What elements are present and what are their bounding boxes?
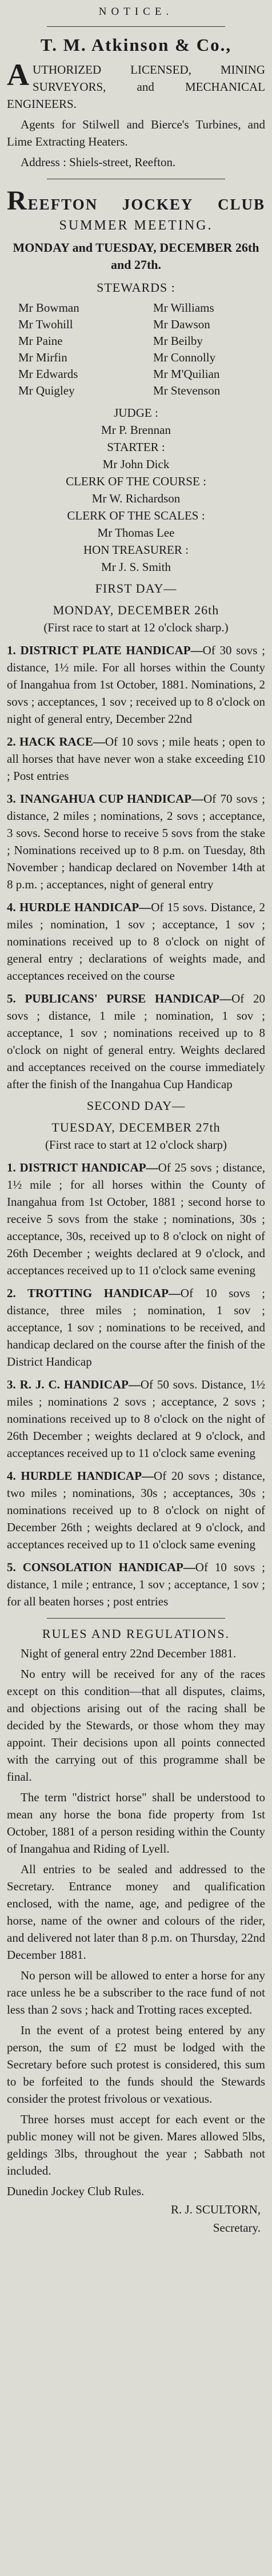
- race-title: 3. INANGAHUA CUP HANDICAP—: [7, 792, 204, 806]
- treasurer-heading: HON TREASURER :: [83, 543, 189, 557]
- drop-cap: R: [7, 186, 28, 216]
- divider: [47, 1618, 225, 1619]
- race-entry: [7, 1559, 265, 1610]
- club-word-jockey: JOCKEY: [122, 196, 194, 213]
- race-title: 1. DISTRICT HANDICAP—: [7, 1161, 158, 1174]
- starter-name: Mr John Dick: [102, 457, 170, 471]
- steward-name: Mr Mirfin: [18, 351, 67, 364]
- judge-heading: JUDGE :: [114, 406, 158, 420]
- race-entry: [7, 899, 265, 984]
- rules-paragraph: All entries to be sealed and addressed to the Secretary. Entrance money and qualification enclosed, with the name, age, and pedigree of the horse, name of the owner and colours of the rider, and delivered not later than 8 p.m. on Thursday, 22nd December 1881.: [7, 1862, 265, 1962]
- judge-name: Mr P. Brennan: [101, 423, 171, 437]
- rules-paragraph: Night of general entry 22nd December 1881.: [21, 1647, 237, 1660]
- race-title: 2. TROTTING HANDICAP—: [7, 1286, 181, 1300]
- first-day-heading: FIRST DAY—: [95, 581, 177, 595]
- race-conditions: Of 20 sovs ; distance, two miles ; nominations, 30s ; acceptances, 30s ; nominations received up to 8 o'clock on night of December 26th ; weights declared at 9 o'clock, and acceptances received up to 11 o'clock same evening: [7, 1469, 265, 1551]
- race-entry: [7, 790, 265, 893]
- race-conditions: Of 10 sovs ; mile heats ; open to all horses that have never won a stake exceeding £10 ; Post entries: [7, 735, 265, 783]
- race-entry: [7, 1159, 265, 1279]
- race-conditions: Of 20 sovs ; distance, 1 mile ; nomination, 1 sov ; acceptance, 1 sov ; nominations received up to 8 o'clock on night of general entry. Weights declared and acceptances received on the course immediately after the finish of the Inangahua Cup Handicap: [7, 992, 265, 1091]
- clerk-course-name: Mr W. Richardson: [91, 492, 181, 505]
- steward-name: Mr Paine: [18, 334, 63, 348]
- rules-authority: Dunedin Jockey Club Rules.: [7, 2184, 145, 2198]
- notice-heading: NOTICE.: [98, 6, 174, 18]
- atkinson-advert: [7, 35, 265, 171]
- divider: [47, 26, 225, 27]
- rules-paragraph: No person will be allowed to enter a horse for any race unless he be a subscriber to the race fund of not less than 2 sovs ; hack and Trotting races excepted.: [7, 1969, 265, 2016]
- race-entry: [7, 1467, 265, 1553]
- atkinson-services-text: UTHORIZED LICENSED, MINING SURVEYORS, and MECHANICAL ENGINEERS.: [7, 63, 265, 111]
- steward-name: Mr Edwards: [18, 367, 78, 381]
- meeting-dates: MONDAY and TUESDAY, DECEMBER 26th and 27th.: [13, 240, 259, 272]
- drop-cap: A: [7, 58, 29, 92]
- second-day-start: (First race to start at 12 o'clock sharp): [45, 1138, 227, 1152]
- race-conditions: Of 70 sovs ; distance, 2 miles ; nominations, 2 sovs ; acceptance, 3 sovs. Second horse to receive 5 sovs from the stake ; Nominations received up to 8 p.m. on Tuesday, 8th November ; handicap declared on November 14th at 8 p.m. ; acceptances, night of general entry: [7, 792, 265, 891]
- race-title: 3. R. J. C. HANDICAP—: [7, 1378, 141, 1391]
- race-conditions: Of 10 sovs ; distance, three miles ; nomination, 1 sov ; acceptance, 1 sov ; nominations to be received, and handicap declared on the course after the finish of the District Handicap: [7, 1286, 265, 1368]
- race-title: 1. DISTRICT PLATE HANDICAP—: [7, 643, 203, 657]
- steward-name: Mr Connolly: [153, 351, 216, 364]
- steward-name: Mr Quigley: [18, 384, 75, 397]
- starter-heading: STARTER :: [107, 440, 165, 454]
- stewards-list: [7, 300, 265, 399]
- race-title: 2. HACK RACE—: [7, 735, 105, 748]
- race-title: 5. PUBLICANS' PURSE HANDICAP—: [7, 992, 232, 1005]
- rules-heading: RULES AND REGULATIONS.: [42, 1627, 230, 1641]
- race-title: 5. CONSOLATION HANDICAP—: [7, 1560, 195, 1574]
- race-conditions: Of 25 sovs ; distance, 1½ mile ; for all horses within the County of Inangahua from 1st October, 1881 ; second horse to receive 5 sovs from the stake ; nominations, 30s ; acceptance, 30s, received up to 8 o'clock on night of 26th December ; weights declared at 9 o'clock, and acceptances received up to 11 o'clock same evening: [7, 1161, 265, 1277]
- steward-name: Mr Stevenson: [153, 384, 221, 397]
- steward-name: Mr Dawson: [153, 317, 210, 331]
- race-entry: [7, 642, 265, 727]
- rules-paragraph: Three horses must accept for each event or the public money will not be given. Mares allowed 5lbs, geldings 3lbs, throughout the year ; Sabbath not included.: [7, 2112, 265, 2177]
- steward-name: Mr M'Quilian: [153, 367, 220, 381]
- clerk-scales-heading: CLERK OF THE SCALES :: [67, 509, 205, 522]
- rules-paragraph: The term "district horse" shall be understood to mean any horse the bona fide property from 1st October, 1881 of a person residing within the County of Inangahua and Riding of Lyell.: [7, 1790, 265, 1855]
- race-conditions: Of 15 sovs. Distance, 2 miles ; nomination, 1 sov ; acceptance, 1 sov ; nominations received up to 8 o'clock on night of general entry ; declarations of weights made, and acceptances received on the course: [7, 900, 265, 983]
- steward-name: Mr Beilby: [153, 334, 203, 348]
- firm-name: T. M. Atkinson & Co.,: [40, 35, 232, 55]
- atkinson-services: [7, 58, 265, 112]
- steward-name: Mr Twohill: [18, 317, 73, 331]
- race-entry: [7, 990, 265, 1093]
- steward-name: Mr Bowman: [18, 301, 79, 315]
- secretary-title: Secretary.: [213, 2221, 261, 2235]
- club-word-reefton: [7, 187, 98, 215]
- race-entry: [7, 1285, 265, 1370]
- race-entry: [7, 1376, 265, 1462]
- first-day-start: (First race to start at 12 o'clock sharp.): [43, 621, 229, 634]
- jockey-club-advert: [7, 187, 265, 2236]
- clerk-scales-name: Mr Thomas Lee: [97, 526, 175, 540]
- rules-paragraph: In the event of a protest being entered by any person, the sum of £2 must be lodged with the Secretary before such protest is considered, this sum to be forfeited to the funds should the Stewards consider the protest frivolous or vexatious.: [7, 2023, 265, 2106]
- rules-paragraph: No entry will be received for any of the races except on this condition—that all disputes, claims, and objections arising out of the racing shall be decided by the Stewards, or those whom they may appoint. Their decisions upon all points connected with the carrying out of this programme shall be final.: [7, 1667, 265, 1784]
- second-day-heading: SECOND DAY—: [86, 1098, 186, 1113]
- first-day-date: MONDAY, DECEMBER 26th: [53, 603, 219, 617]
- stewards-heading: STEWARDS :: [97, 280, 175, 295]
- race-entry: [7, 733, 265, 784]
- race-conditions: Of 10 sovs ; distance, 1 mile ; entrance, 1 sov ; acceptance, 1 sov ; for all beaten horses ; post entries: [7, 1560, 265, 1608]
- race-title: 4. HURDLE HANDICAP—: [7, 1469, 154, 1483]
- steward-name: Mr Williams: [153, 301, 214, 315]
- atkinson-address: Address : Shiels-street, Reefton.: [21, 155, 176, 169]
- meeting-title: SUMMER MEETING.: [59, 218, 213, 233]
- club-word-rest: EEFTON: [27, 196, 98, 213]
- secretary-name: R. J. SCULTORN,: [171, 2203, 261, 2216]
- club-word-club: CLUB: [217, 196, 265, 213]
- atkinson-agents: Agents for Stilwell and Bierce's Turbines, and Lime Extracting Heaters.: [7, 118, 265, 148]
- race-conditions: Of 30 sovs ; distance, 1½ mile. For all horses within the County of Inangahua from 1st October, 1881. Nominations, 2 sovs ; acceptances, 1 sov ; received up to 8 o'clock on night of general entry, December 22nd: [7, 643, 265, 726]
- treasurer-name: Mr J. S. Smith: [101, 560, 171, 574]
- second-day-date: TUESDAY, DECEMBER 27th: [51, 1120, 221, 1134]
- race-title: 4. HURDLE HANDICAP—: [7, 900, 151, 914]
- club-title: [7, 187, 265, 215]
- race-conditions: Of 50 sovs. Distance, 1½ miles ; nominations 2 sovs ; acceptance, 2 sovs ; nominations received up to 8 o'clock on the night of 26th December ; weights declared at 9 o'clock, and acceptances received up to 11 o'clock same evening: [7, 1378, 265, 1460]
- newspaper-page: [7, 0, 265, 2236]
- clerk-course-heading: CLERK OF THE COURSE :: [66, 474, 206, 488]
